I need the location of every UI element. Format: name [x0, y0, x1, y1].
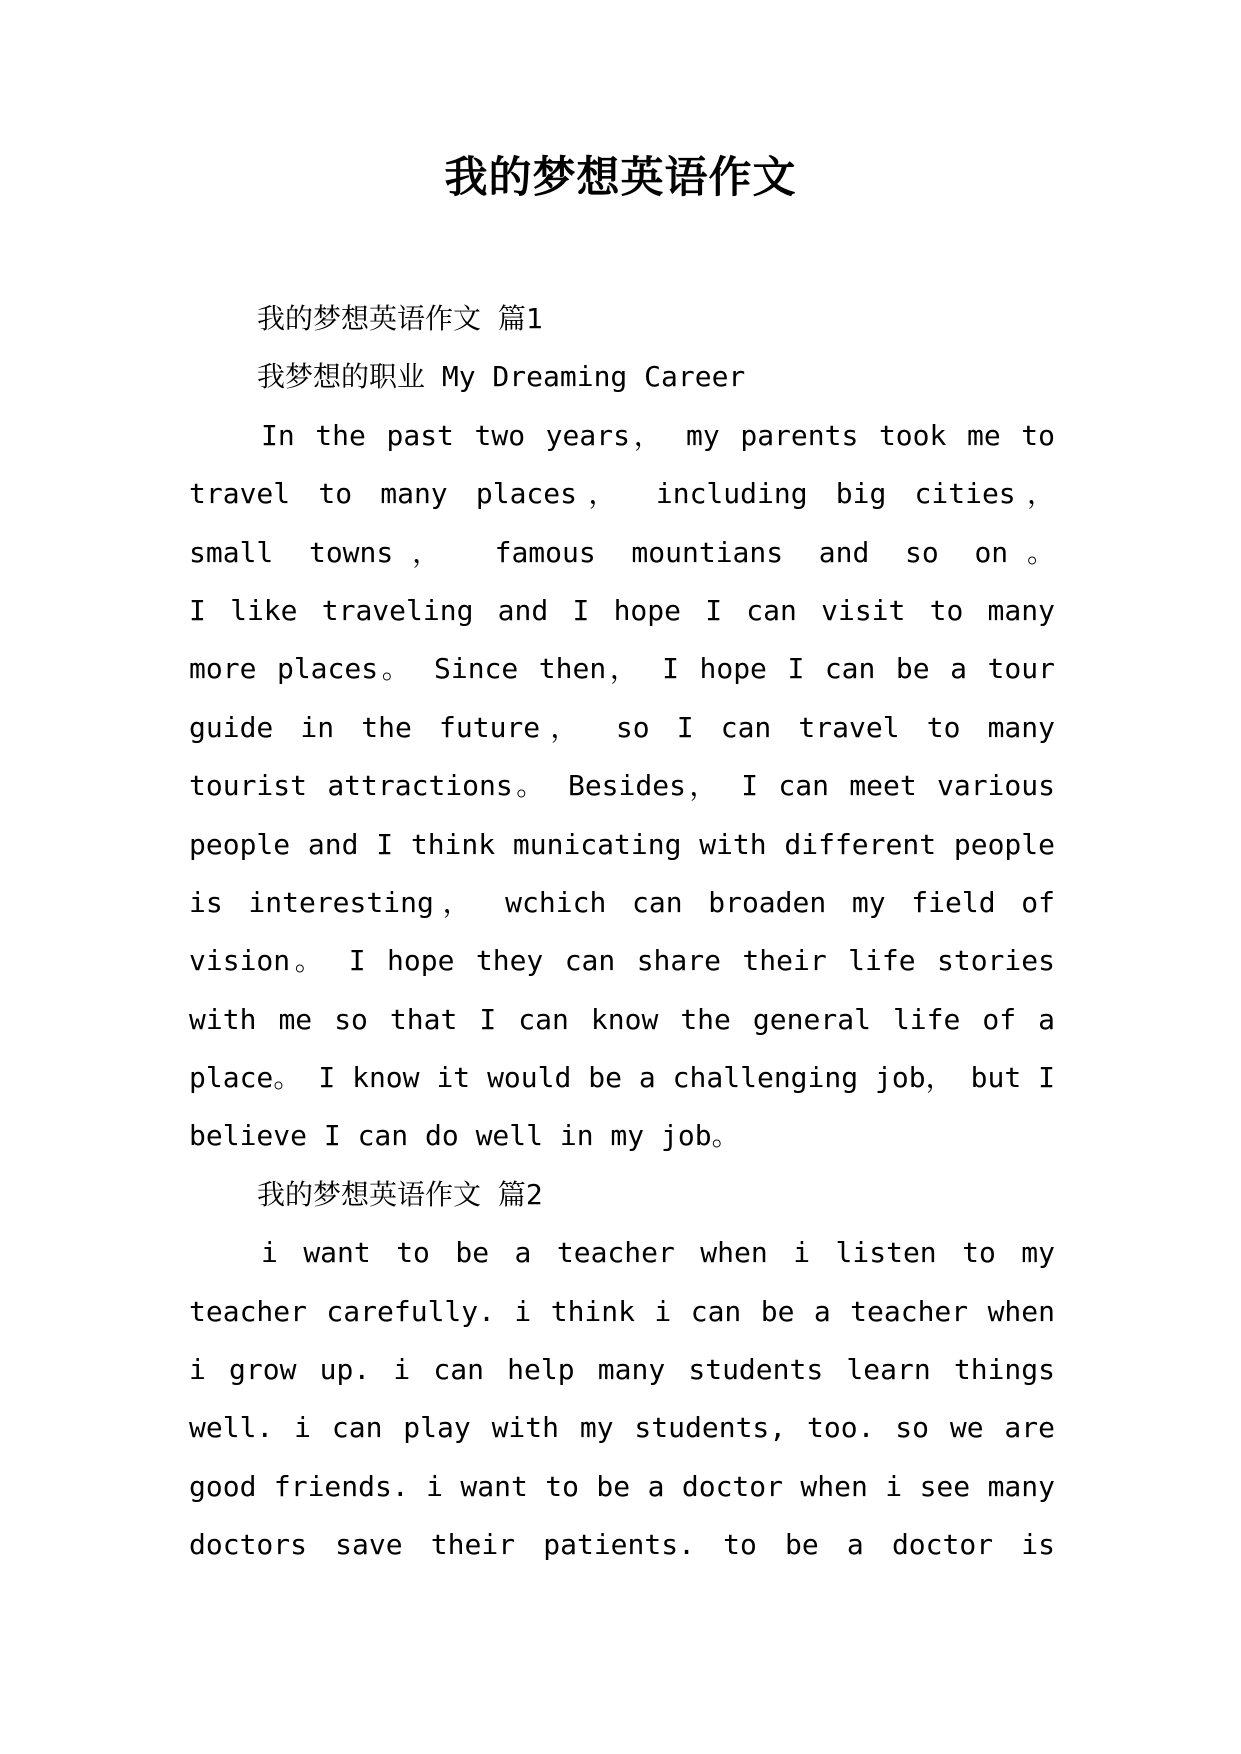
- paragraph-line: believe I can do well in my job。: [189, 1119, 740, 1153]
- document-title: 我的梦想英语作文: [444, 153, 797, 203]
- document-body: [189, 290, 1055, 1575]
- paragraph-line: travel to many places， including big cities，: [189, 477, 1055, 511]
- paragraph-line: teacher carefully. i think i can be a teacher when: [189, 1294, 1055, 1328]
- essay-2-paragraph: [189, 1224, 1055, 1574]
- paragraph-line: is interesting， wchich can broaden my field of: [189, 885, 1055, 919]
- essay-1-paragraph: [189, 407, 1055, 1166]
- paragraph-line: well. i can play with my students, too. so we are: [189, 1411, 1055, 1445]
- paragraph-line: doctors save their patients. to be a doctor is: [189, 1528, 1055, 1562]
- paragraph-line: good friends. i want to be a doctor when i see many: [189, 1469, 1055, 1503]
- paragraph-line: place。 I know it would be a challenging job， but I: [189, 1061, 1055, 1095]
- paragraph-line: In the past two years， my parents took me to: [261, 418, 1055, 452]
- paragraph-line: people and I think municating with different people: [189, 827, 1055, 861]
- paragraph-line: with me so that I can know the general life of a: [189, 1002, 1055, 1036]
- essay-1-subtitle: 我梦想的职业 My Dreaming Career: [257, 360, 746, 394]
- essay-2-heading: 我的梦想英语作文 篇2: [257, 1177, 543, 1211]
- paragraph-line: i want to be a teacher when i listen to my: [261, 1236, 1055, 1270]
- paragraph-line: i grow up. i can help many students learn things: [189, 1353, 1055, 1387]
- paragraph-line: guide in the future， so I can travel to many: [189, 710, 1055, 744]
- essay-1-heading: 我的梦想英语作文 篇1: [257, 302, 543, 335]
- paragraph-line: vision。 I hope they can share their life stories: [189, 944, 1055, 978]
- paragraph-line: small towns， famous mountians and so on。: [189, 535, 1055, 569]
- paragraph-line: more places。 Since then， I hope I can be a tour: [189, 652, 1055, 686]
- paragraph-line: tourist attractions。 Besides， I can meet various: [189, 769, 1055, 803]
- paragraph-line: I like traveling and I hope I can visit to many: [189, 593, 1055, 627]
